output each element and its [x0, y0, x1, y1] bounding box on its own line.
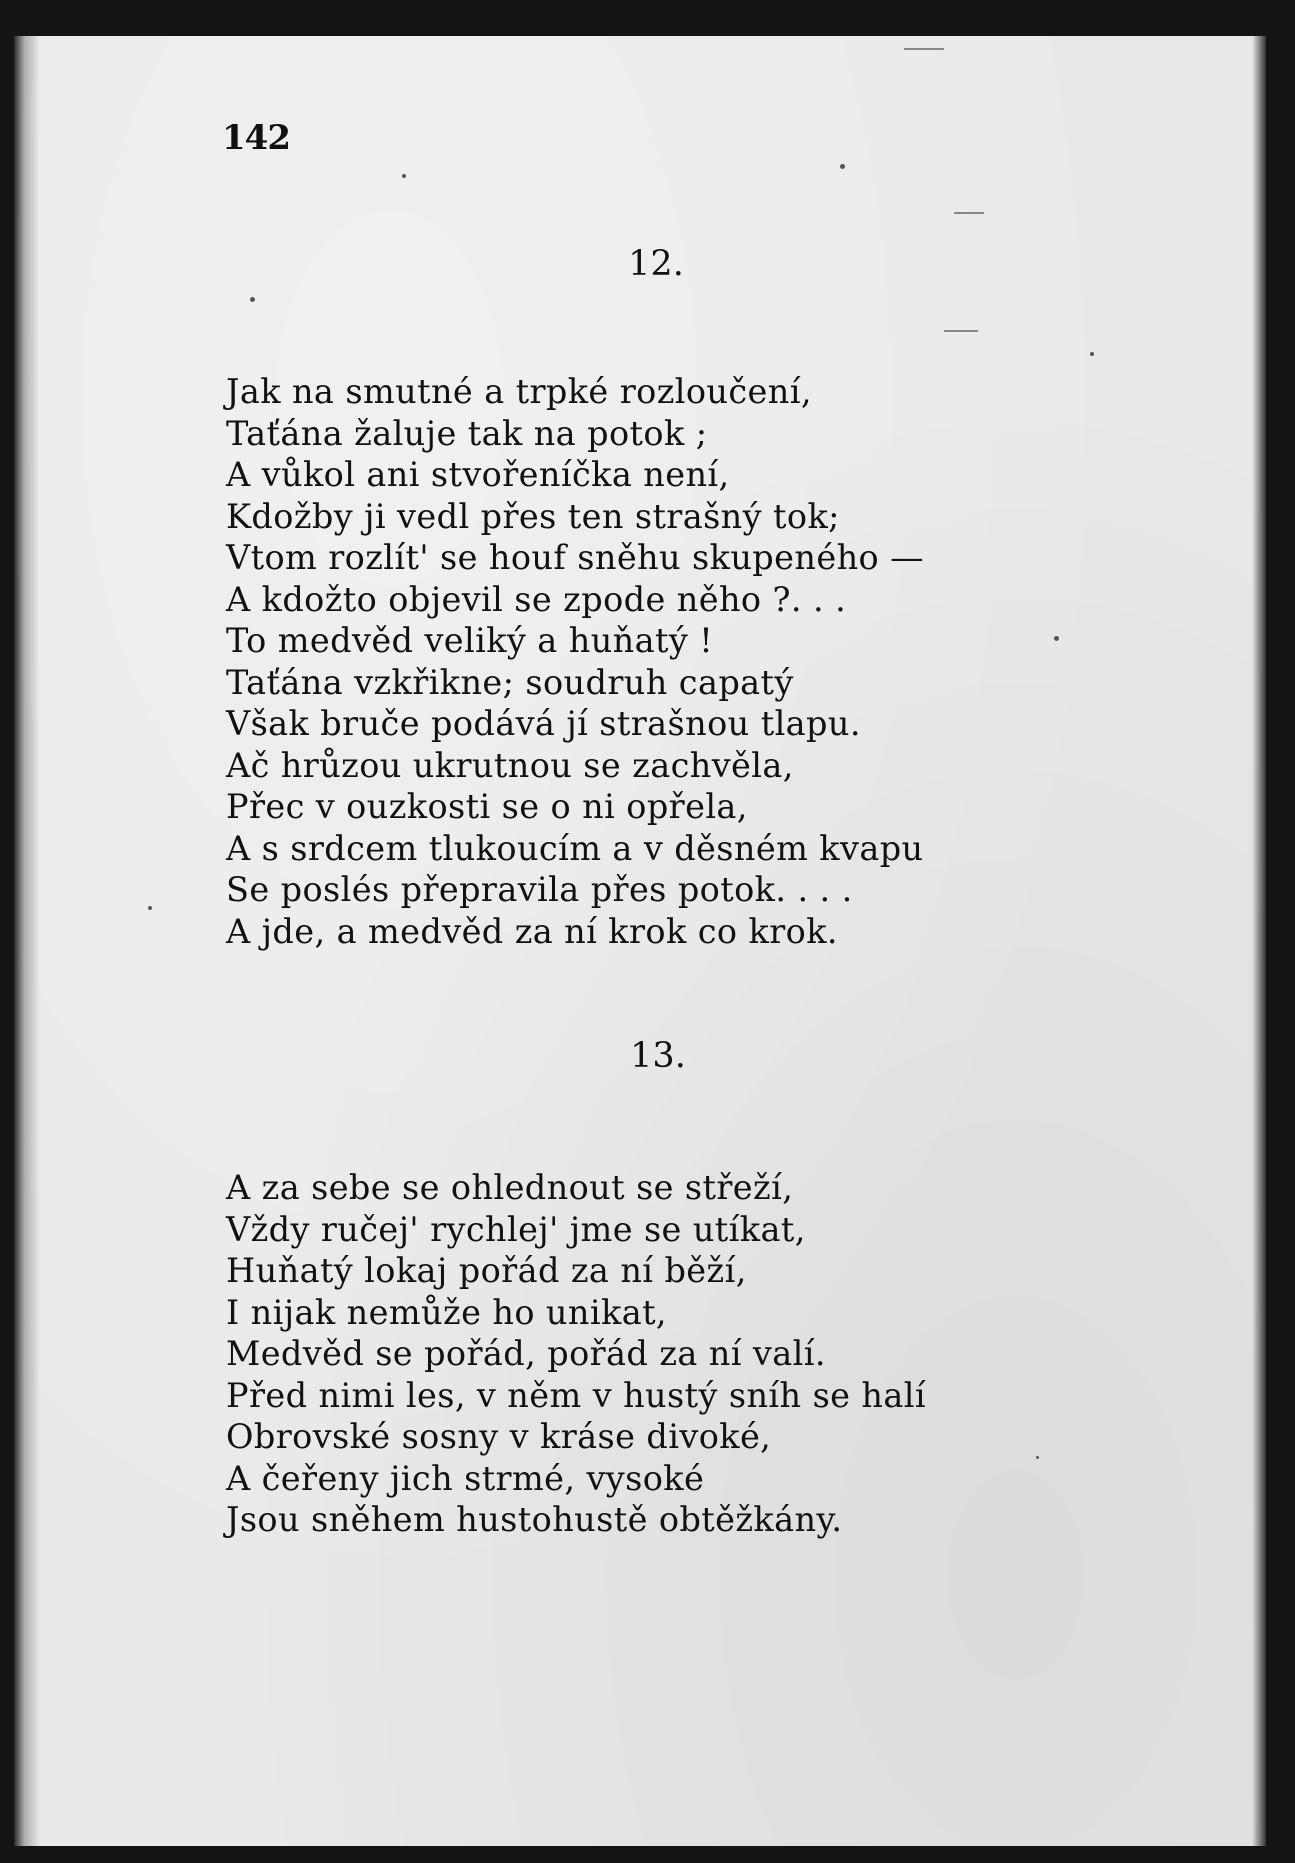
scan-speck [402, 174, 406, 178]
verse-line: Ač hrůzou ukrutnou se zachvěla, [226, 745, 794, 785]
scan-speck [1090, 352, 1094, 356]
scan-speck [1036, 1456, 1039, 1459]
verse-line: Jak na smutné a trpké rozloučení, [226, 372, 812, 411]
verse-line: Vždy ručej' rychlej' jme se utíkat, [226, 1209, 806, 1249]
verse-line: Jsou sněhem hustohustě obtěžkány. [226, 1500, 843, 1539]
verse-line: Huňatý lokaj pořád za ní běží, [226, 1251, 747, 1290]
verse-line: I nijak nemůže ho unikat, [226, 1292, 667, 1332]
spine-shadow [14, 36, 40, 1846]
scan-artifact [954, 212, 984, 214]
verse-line: A za sebe se ohlednout se střeží, [226, 1168, 794, 1207]
page-number: 142 [222, 118, 290, 158]
verse-line: Se poslés přepravila přes potok. . . . [226, 870, 853, 909]
verse-line: A jde, a medvěd za ní krok co krok. [226, 911, 838, 951]
section-number: 12. [628, 244, 684, 284]
stanza-13 [226, 1167, 926, 1541]
verse-line: Před nimi les, v něm v hustý sníh se halí [226, 1375, 927, 1415]
verse-line: Taťána žaluje tak na potok ; [226, 413, 708, 453]
scan-artifact [904, 48, 944, 50]
verse-line: Taťána vzkřikne; soudruh capatý [226, 662, 794, 702]
verse-line: Obrovské sosny v kráse divoké, [226, 1417, 772, 1456]
verse-line: Kdožby ji vedl přes ten strašný tok; [226, 496, 840, 536]
verse-line: To medvěd veliký a huňatý ! [226, 621, 714, 660]
verse-line: Přec v ouzkosti se o ni opřela, [226, 787, 748, 826]
verse-line: A kdožto objevil se zpode něho ?. . . [226, 579, 847, 619]
scan-speck [148, 906, 152, 910]
verse-line: A čeřeny jich strmé, vysoké [226, 1458, 705, 1498]
verse-line: A vůkol ani stvořeníčka není, [226, 455, 730, 494]
verse-line: Však bruče podává jí strašnou tlapu. [226, 704, 861, 743]
scan-speck [250, 297, 255, 302]
scan-artifact [944, 330, 978, 332]
stanza-12 [226, 371, 924, 952]
verse-line: Medvěd se pořád, pořád za ní valí. [226, 1334, 826, 1373]
section-number: 13. [630, 1036, 686, 1076]
verse-line: A s srdcem tlukoucím a v děsném kvapu [226, 828, 924, 868]
verse-line: Vtom rozlít' se houf sněhu skupeného — [226, 538, 925, 577]
scan-speck [1054, 636, 1059, 641]
page-edge-shadow [1252, 36, 1266, 1846]
scan-speck [840, 164, 845, 169]
